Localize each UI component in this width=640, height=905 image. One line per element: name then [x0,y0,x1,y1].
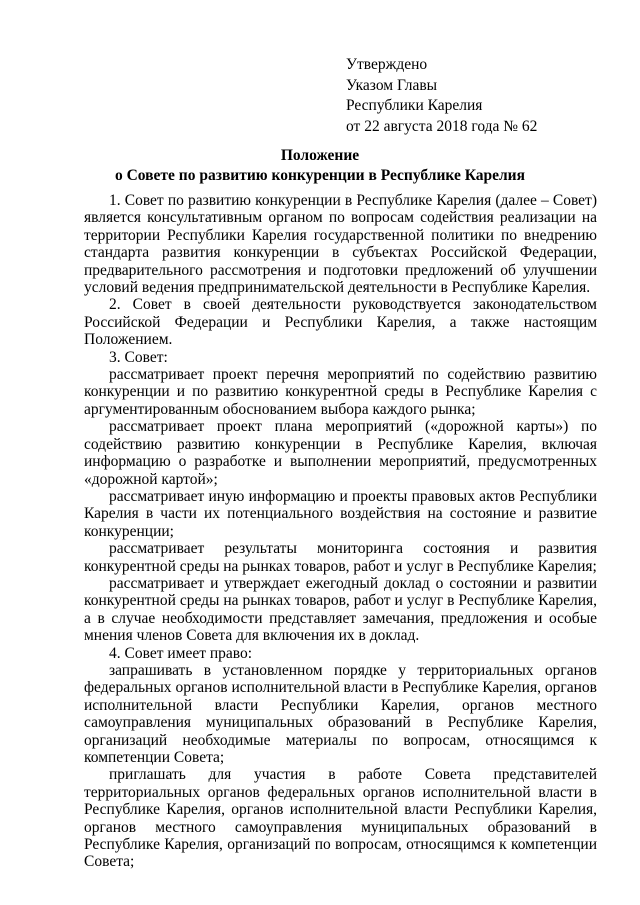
approval-line-republic: Республики Карелия [346,97,483,114]
approval-line-decree: Указом Главы [346,76,438,94]
paragraph-3-heading: 3. Совет: [109,348,168,366]
paragraph-3-item: рассматривает иную информацию и проекты правовых актов Республики Карелия в части их потенциального воздействия на состояние и развитие конкуренции; [84,487,597,540]
approval-line-approved: Утверждено [346,56,428,73]
paragraph-3-item: рассматривает проект перечня мероприятий по содействию развитию конкуренции и по развитию конкурентной среды в Республике Карелия с аргументированным обоснованием выбора каждого рынка; [84,366,597,418]
approval-stamp [346,55,537,137]
document-subtitle: о Совете по развитию конкуренции в Республике Карелия [114,167,525,184]
paragraph-4-heading: 4. Совет имеет право: [109,644,253,662]
paragraph-4-item: запрашивать в установленном порядке у территориальных органов федеральных органов исполнительной власти в Республике Карелия, органов исполнительной власти Республики Карелия, органов местного самоуправления муниципальных образований в Республике Карелия, организаций необходимые материалы по вопросам, относящимся к компетенции Совета; [84,661,597,766]
paragraph-1: 1. Совет по развитию конкуренции в Республике Карелия (далее – Совет) является консультативным органом по вопросам содействия реализации на территории Республики Карелия государственной политики по внедрению стандарта развития конкуренции в субъектах Российской Федерации, предварительного рассмотрения и подготовки предложений об улучшении условий ведения предпринимательской деятельности в Республике Карелия. [84,192,597,297]
paragraph-3-item: рассматривает и утверждает ежегодный доклад о состоянии и развитии конкурентной среды на рынках товаров, работ и услуг в Республике Карелия, а в случае необходимости представляет замечания, предложения и особые мнения членов Совета для включения их в доклад. [84,574,597,645]
paragraph-3-item: рассматривает проект плана мероприятий («дорожной карты») по содействию развитию конкуренции в Республике Карелия, включая информацию о разработке и выполнении мероприятий, предусмотренных «дорожной картой»; [84,418,597,488]
document-title: Положение [280,147,360,164]
document-body [84,192,597,871]
approval-line-date: от 22 августа 2018 года № 62 [346,117,538,135]
paragraph-3-item: рассматривает результаты мониторинга состояния и развития конкурентной среды на рынках товаров, работ и услуг в Республике Карелия; [84,540,597,575]
paragraph-4-item: приглашать для участия в работе Совета представителей территориальных органов федеральных органов исполнительной власти в Республике Карелия, органов исполнительной власти Республики Карелия, органов местного самоуправления муниципальных образований в Республике Карелия, организаций по вопросам, относящимся к компетенции Совета; [84,766,597,871]
paragraph-2: 2. Совет в своей деятельности руководствуется законодательством Российской Федерации и Республики Карелия, а также настоящим Положением. [84,296,597,349]
